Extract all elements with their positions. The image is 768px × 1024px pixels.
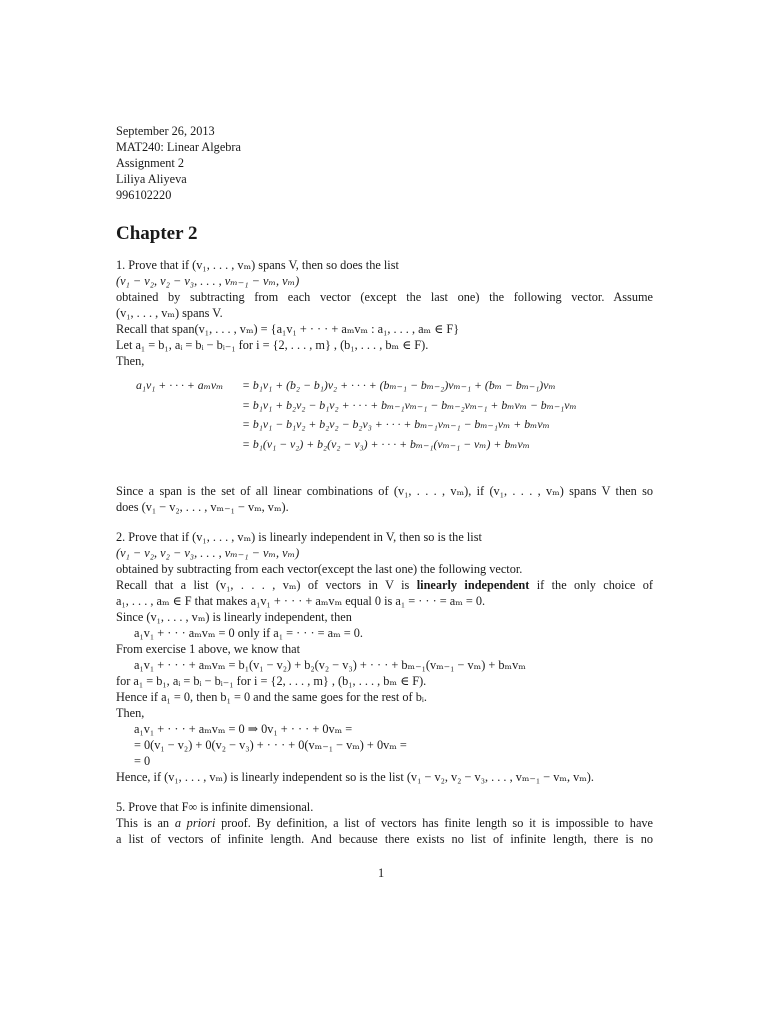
equation-lhs: a₁v₁ + · · · + aₘvₘ bbox=[136, 378, 224, 392]
q2-line: = 0 bbox=[134, 754, 151, 768]
q2-line: a₁v₁ + · · · + aₘvₘ = b₁(v₁ − v₂) + b₂(v₂ − v₃) + · · · + bₘ₋₁(vₘ₋₁ − vₘ) + bₘvₘ bbox=[134, 658, 526, 672]
q1-conclusion: Since a span is the set of all linear combinations of (v₁, . . . , vₘ), if (v₁, . . . , vₘ) spans V then so bbox=[116, 484, 653, 498]
q2-line: a₁v₁ + · · · + aₘvₘ = 0 ⇒ 0v₁ + · · · + 0vₘ = bbox=[134, 722, 353, 736]
q2-line: obtained by subtracting from each vector(except the last one) the following vector. bbox=[116, 562, 523, 576]
q2-line: From exercise 1 above, we know that bbox=[116, 642, 301, 656]
q2-def-bold: linearly independent bbox=[416, 578, 530, 592]
chapter-title: Chapter 2 bbox=[116, 223, 198, 244]
q1-line: obtained by subtracting from each vector (except the last one) the following vector. Assume bbox=[116, 290, 653, 304]
q2-definition-line bbox=[116, 577, 653, 593]
q2-line: a₁, . . . , aₘ ∈ F that makes a₁v₁ + · · · + aₘvₘ equal 0 is a₁ = · · · = aₘ = 0. bbox=[116, 594, 486, 608]
q5-line: a list of vectors of infinite length. And because there exists no list of infinite length, there is no bbox=[116, 832, 653, 846]
q2-line: Since (v₁, . . . , vₘ) is linearly independent, then bbox=[116, 610, 352, 624]
q1-conclusion: does (v₁ − v₂, . . . , vₘ₋₁ − vₘ, vₘ). bbox=[116, 500, 289, 514]
q1-line: 1. Prove that if (v₁, . . . , vₘ) spans V, then so does the list bbox=[116, 258, 399, 272]
q2-line: for a₁ = b₁, aᵢ = bᵢ − bᵢ₋₁ for i = {2, . . . , m} , (b₁, . . . , bₘ ∈ F). bbox=[116, 674, 427, 688]
q1-line: Recall that span(v₁, . . . , vₘ) = {a₁v₁ + · · · + aₘvₘ : a₁, . . . , aₘ ∈ F} bbox=[116, 322, 460, 336]
q1-line: (v₁ − v₂, v₂ − v₃, . . . , vₘ₋₁ − vₘ, vₘ) bbox=[116, 274, 300, 288]
q1-line: Let a₁ = b₁, aᵢ = bᵢ − bᵢ₋₁ for i = {2, . . . , m} , (b₁, . . . , bₘ ∈ F). bbox=[116, 338, 429, 352]
q5-line bbox=[116, 815, 653, 831]
page-number: 1 bbox=[378, 866, 385, 880]
header-assignment: Assignment 2 bbox=[116, 156, 184, 170]
equation-line: = b₁v₁ − b₁v₂ + b₂v₂ − b₂v₃ + · · · + bₘ₋₁vₘ₋₁ − bₘ₋₁vₘ + bₘvₘ bbox=[242, 417, 550, 431]
q2-line: Then, bbox=[116, 706, 145, 720]
equation-line: = b₁(v₁ − v₂) + b₂(v₂ − v₃) + · · · + bₘ₋₁(vₘ₋₁ − vₘ) + bₘvₘ bbox=[242, 437, 530, 451]
q1-line: (v₁, . . . , vₘ) spans V. bbox=[116, 306, 223, 320]
header-student-id: 996102220 bbox=[116, 188, 172, 202]
q5-italic: a priori bbox=[174, 816, 216, 830]
q5-line: 5. Prove that F∞ is infinite dimensional. bbox=[116, 800, 314, 814]
q2-def-pre: Recall that a list (v₁, . . . , vₘ) of vectors in V is bbox=[116, 578, 410, 592]
q2-line: 2. Prove that if (v₁, . . . , vₘ) is linearly independent in V, then so is the list bbox=[116, 530, 482, 544]
header-author: Liliya Aliyeva bbox=[116, 172, 187, 186]
q2-line: Hence if a₁ = 0, then b₁ = 0 and the same goes for the rest of bᵢ. bbox=[116, 690, 427, 704]
q2-line: a₁v₁ + · · · aₘvₘ = 0 only if a₁ = · · · = aₘ = 0. bbox=[134, 626, 363, 640]
q1-line: Then, bbox=[116, 354, 145, 368]
q2-line: (v₁ − v₂, v₂ − v₃, . . . , vₘ₋₁ − vₘ, vₘ) bbox=[116, 546, 300, 560]
q2-conclusion: Hence, if (v₁, . . . , vₘ) is linearly independent so is the list (v₁ − v₂, v₂ − v₃, . . . , vₘ₋₁ − vₘ, vₘ). bbox=[116, 770, 594, 784]
q5-post: proof. By definition, a list of vectors has finite length so it is impossible to have bbox=[221, 816, 654, 830]
q2-line: = 0(v₁ − v₂) + 0(v₂ − v₃) + · · · + 0(vₘ₋₁ − vₘ) + 0vₘ = bbox=[134, 738, 407, 752]
equation-line: = b₁v₁ + b₂v₂ − b₁v₂ + · · · + bₘ₋₁vₘ₋₁ − bₘ₋₂vₘ₋₁ + bₘvₘ − bₘ₋₁vₘ bbox=[242, 398, 577, 412]
equation-line: = b₁v₁ + (b₂ − b₁)v₂ + · · · + (bₘ₋₁ − bₘ₋₂)vₘ₋₁ + (bₘ − bₘ₋₁)vₘ bbox=[242, 378, 556, 392]
header-date: September 26, 2013 bbox=[116, 124, 215, 138]
q5-pre: This is an bbox=[116, 816, 170, 830]
q2-def-post: if the only choice of bbox=[536, 578, 654, 592]
header-course: MAT240: Linear Algebra bbox=[116, 140, 241, 154]
